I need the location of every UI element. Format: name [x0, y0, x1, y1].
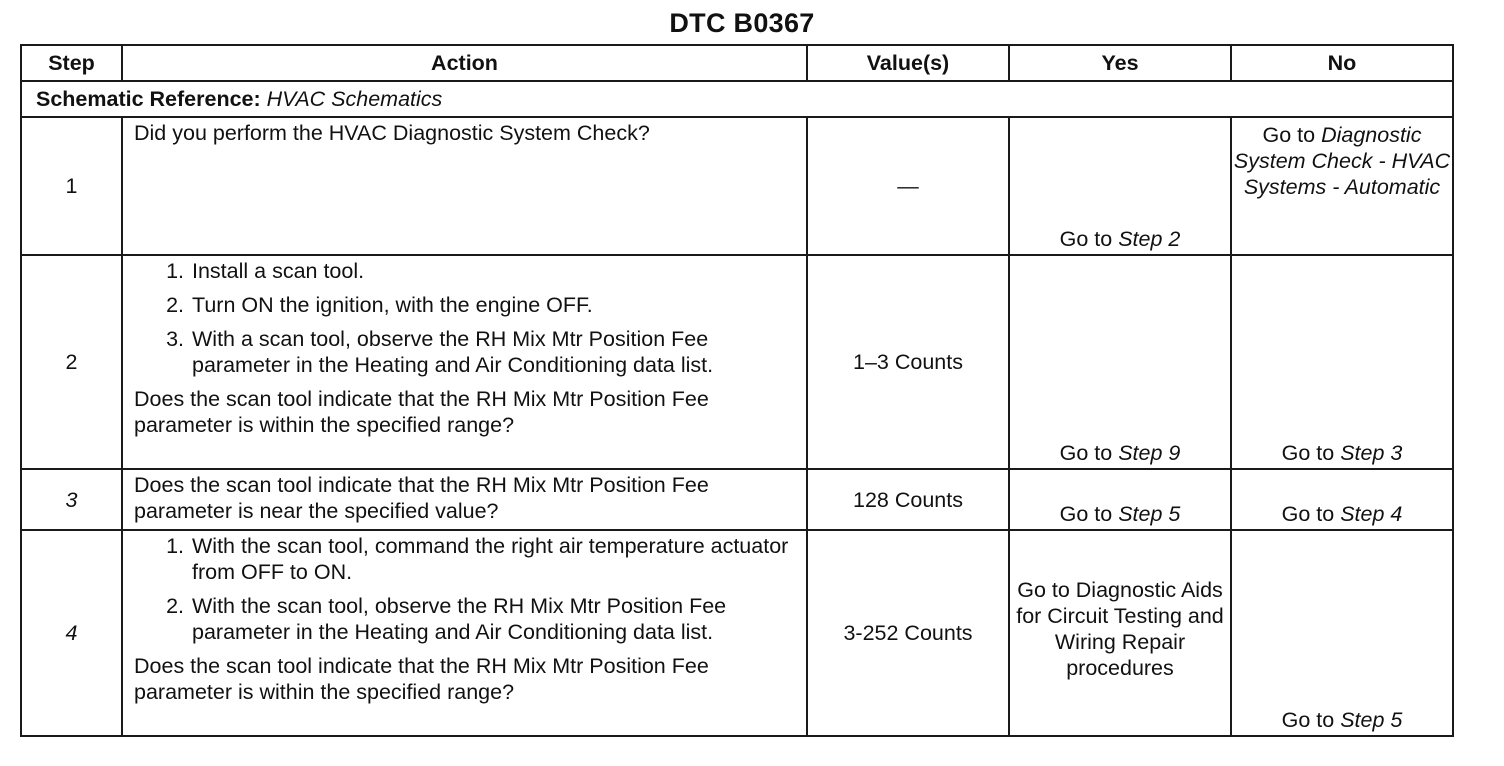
- header-values: Value(s): [807, 45, 1009, 81]
- header-step: Step: [21, 45, 122, 81]
- table-row: [21, 530, 1453, 736]
- no-prefix: Go to: [1281, 441, 1341, 465]
- yes-prefix: Go to: [1059, 227, 1119, 251]
- schematic-reference-link[interactable]: HVAC Schematics: [266, 87, 443, 111]
- yes-prefix: Go to: [1059, 441, 1119, 465]
- schematic-reference-row: [21, 81, 1453, 117]
- value-cell: 128 Counts: [807, 469, 1009, 530]
- no-cell: [1231, 117, 1453, 255]
- action-cell: [122, 117, 807, 255]
- action-item: 2. With the scan tool, observe the RH Mix Mtr Position Fee parameter in the Heating and Air Conditioning data list.: [190, 593, 798, 645]
- action-item: 3. With a scan tool, observe the RH Mix Mtr Position Fee parameter in the Heating and Air Conditioning data list.: [190, 326, 798, 378]
- header-yes: Yes: [1009, 45, 1231, 81]
- yes-cell: [1009, 530, 1231, 736]
- yes-link[interactable]: Step 9: [1118, 441, 1181, 465]
- action-cell: [122, 530, 807, 736]
- no-prefix: Go to: [1281, 708, 1341, 732]
- yes-link[interactable]: Go to Diagnostic Aids for Circuit Testing and Wiring Repair procedures: [1016, 578, 1224, 680]
- yes-link[interactable]: Step 2: [1118, 227, 1181, 251]
- value-cell: 3-252 Counts: [807, 530, 1009, 736]
- step-question: Did you perform the HVAC Diagnostic System Check?: [134, 121, 650, 145]
- no-link[interactable]: Step 3: [1340, 441, 1403, 465]
- action-cell: [122, 255, 807, 469]
- schematic-reference: [21, 81, 1453, 117]
- step-number: 3: [21, 469, 122, 530]
- header-row: [21, 45, 1453, 81]
- no-link[interactable]: Diagnostic System Check - HVAC Systems - Automatic: [1233, 123, 1451, 199]
- action-item: 1. With the scan tool, command the right air temperature actuator from OFF to ON.: [190, 533, 798, 585]
- yes-cell: [1009, 255, 1231, 469]
- yes-prefix: Go to: [1059, 502, 1119, 526]
- yes-cell: [1009, 469, 1231, 530]
- header-no: No: [1231, 45, 1453, 81]
- no-prefix: Go to: [1281, 502, 1341, 526]
- no-cell: [1231, 469, 1453, 530]
- no-prefix: Go to: [1262, 123, 1322, 147]
- step-question: Does the scan tool indicate that the RH Mix Mtr Position Fee parameter is within the specified range?: [134, 387, 709, 437]
- diagnostic-table: [20, 44, 1454, 737]
- action-cell: [122, 469, 807, 530]
- action-item: 2. Turn ON the ignition, with the engine OFF.: [190, 292, 798, 318]
- table-row: [21, 469, 1453, 530]
- schematic-reference-label: Schematic Reference:: [36, 87, 261, 111]
- no-cell: [1231, 530, 1453, 736]
- table-row: [21, 117, 1453, 255]
- step-number: 4: [21, 530, 122, 736]
- step-number: 2: [21, 255, 122, 469]
- step-number: 1: [21, 117, 122, 255]
- action-list: [134, 258, 798, 378]
- no-cell: [1231, 255, 1453, 469]
- yes-link[interactable]: Step 5: [1118, 502, 1181, 526]
- no-link[interactable]: Step 4: [1340, 502, 1403, 526]
- no-link[interactable]: Step 5: [1340, 708, 1403, 732]
- table-row: [21, 255, 1453, 469]
- yes-cell: [1009, 117, 1231, 255]
- value-cell: 1–3 Counts: [807, 255, 1009, 469]
- value-cell: —: [807, 117, 1009, 255]
- step-question: Does the scan tool indicate that the RH Mix Mtr Position Fee parameter is within the specified range?: [134, 654, 709, 704]
- step-question: Does the scan tool indicate that the RH Mix Mtr Position Fee parameter is near the specified value?: [134, 473, 709, 523]
- action-item: 1. Install a scan tool.: [190, 258, 798, 284]
- action-list: [134, 533, 798, 645]
- page-title: DTC B0367: [669, 8, 815, 38]
- header-action: Action: [122, 45, 807, 81]
